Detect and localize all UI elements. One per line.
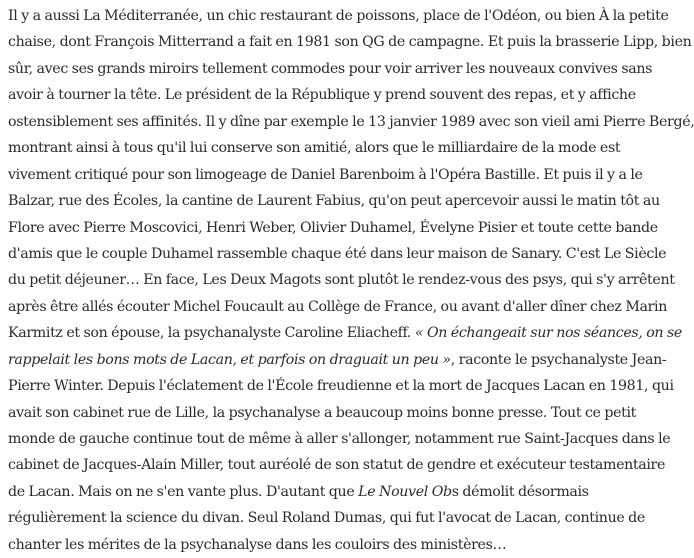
text-line xyxy=(8,82,642,108)
text-segment: cabinet de Jacques-Alain Miller, tout auréolé de son statut de gendre et exécuteur testamentaire xyxy=(8,457,666,474)
text-segment: sûr, avec ses grands miroirs tellement commodes pour voir arriver les nouveaux convives sans xyxy=(8,60,653,77)
text-segment: , raconte le psychanalyste Jean- xyxy=(450,351,667,368)
text-line xyxy=(8,109,694,135)
italic-text-segment: Le Nouvel Ob xyxy=(358,483,452,500)
text-segment: Flore avec Pierre Moscovici, Henri Weber, Olivier Duhamel, Évelyne Pisier et toute cette bande xyxy=(8,219,658,236)
italic-text-segment: « On échangeait sur nos séances, on se xyxy=(414,325,682,342)
text-line xyxy=(8,400,642,426)
text-segment: ostensiblement ses affinités. Il y dîne par exemple le 13 janvier 1989 avec son vieil ami Pierre Bergé, xyxy=(8,113,694,130)
text-segment: s démolit désormais xyxy=(451,483,589,500)
text-segment: chanter les mérites de la psychanalyse dans les couloirs des ministères… xyxy=(8,536,507,553)
text-segment: après être allés écouter Michel Foucault au Collège de France, ou avant d'aller dîner chez Marin xyxy=(8,298,668,315)
text-segment: Balzar, rue des Écoles, la cantine de Laurent Fabius, qu'on peut apercevoir aussi le matin tôt au xyxy=(8,193,660,210)
text-segment: avoir à tourner la tête. Le président de la République y prend souvent des repas, et y affiche xyxy=(8,87,636,104)
text-line xyxy=(8,135,642,161)
text-segment: montrant ainsi à tous qu'il lui conserve son amitié, alors que le milliardaire de la mode est xyxy=(8,140,621,157)
text-line xyxy=(8,452,666,478)
body-paragraph xyxy=(8,3,694,558)
text-segment: de Lacan. Mais on ne s'en vante plus. D'autant que xyxy=(8,483,359,500)
document-page xyxy=(0,3,694,554)
text-line xyxy=(8,162,642,188)
text-line xyxy=(8,29,692,55)
text-segment: chaise, dont François Mitterrand a fait en 1981 son QG de campagne. Et puis la brasserie Lipp, bien xyxy=(8,34,692,51)
text-line xyxy=(8,373,674,399)
text-line xyxy=(8,215,658,241)
text-line xyxy=(8,347,667,373)
text-line xyxy=(8,532,642,558)
text-segment: régulièrement la science du divan. Seul Roland Dumas, qui fut l'avocat de Lacan, continue de xyxy=(8,510,645,527)
text-segment: Pierre Winter. Depuis l'éclatement de l'École freudienne et la mort de Jacques Lacan en 1981, qui xyxy=(8,378,674,395)
text-segment: Karmitz et son épouse, la psychanalyste Caroline Eliacheff. xyxy=(8,325,415,342)
text-line xyxy=(8,56,653,82)
text-segment: monde de gauche continue tout de même à aller s'allonger, notamment rue Saint-Jacques dans le xyxy=(8,431,671,447)
text-segment: avait son cabinet rue de Lille, la psychanalyse a beaucoup moins bonne presse. Tout ce petit xyxy=(8,404,637,421)
text-line xyxy=(8,505,645,531)
text-line xyxy=(8,426,671,452)
text-line xyxy=(8,188,660,214)
text-line xyxy=(8,241,667,267)
text-segment: du petit déjeuner… En face, Les Deux Magots sont plutôt le rendez-vous des psys, qui s'y arrêtent xyxy=(8,272,675,289)
italic-text-segment: rappelait les bons mots de Lacan, et parfois on draguait un peu » xyxy=(8,351,451,368)
text-segment: Il y a aussi La Méditerranée, un chic restaurant de poissons, place de l'Odéon, ou bien À la petite xyxy=(8,8,669,24)
text-segment: d'amis que le couple Duhamel rassemble chaque été dans leur maison de Sanary. C'est Le Siècle xyxy=(8,245,667,262)
text-segment: vivement critiqué pour son limogeage de Daniel Barenboim à l'Opéra Bastille. Et puis il y a le xyxy=(8,166,643,183)
text-line xyxy=(8,320,682,346)
text-line xyxy=(8,267,675,293)
text-line xyxy=(8,479,642,505)
text-line xyxy=(8,294,668,320)
text-line xyxy=(8,3,669,29)
